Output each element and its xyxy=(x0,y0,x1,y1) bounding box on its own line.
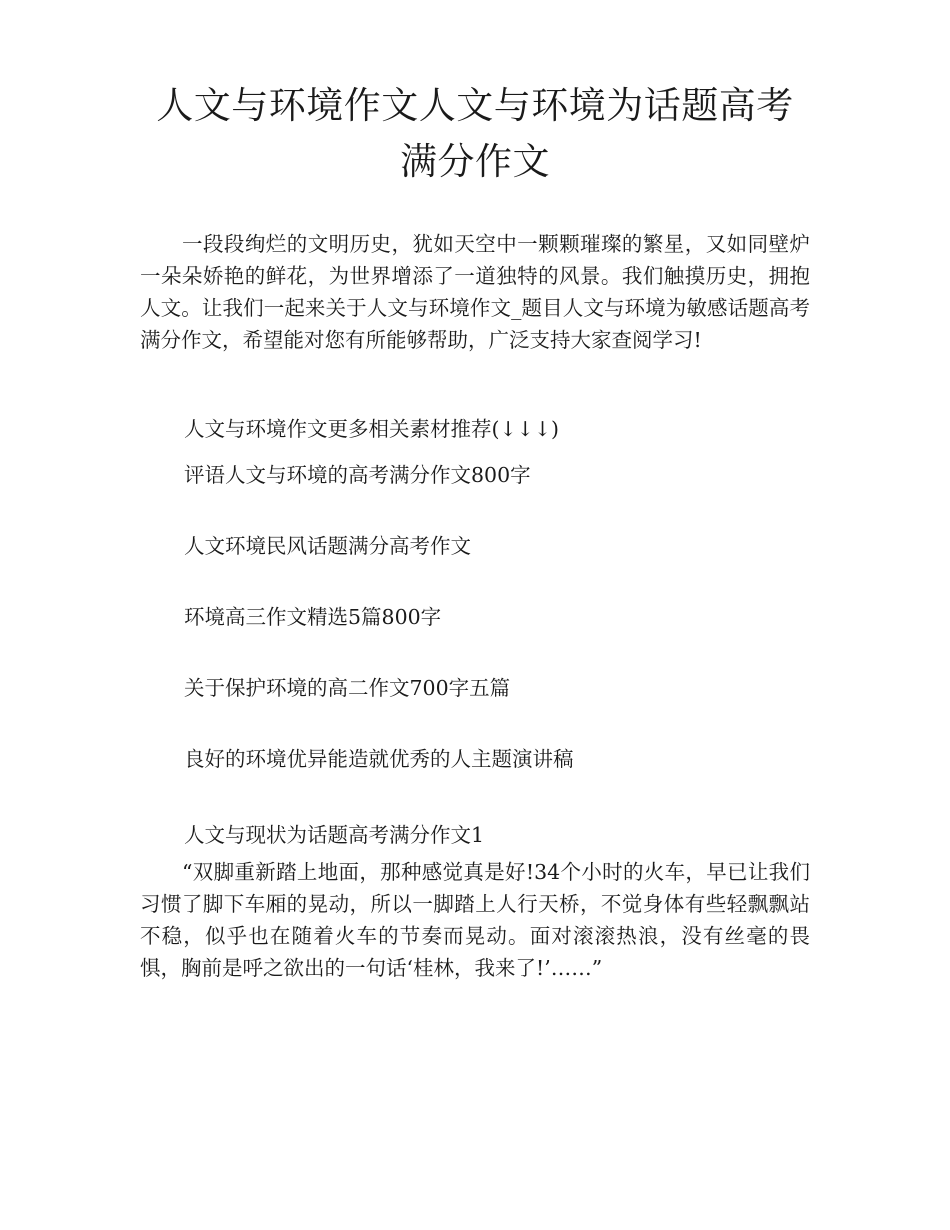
section-title: 人文与现状为话题高考满分作文1 xyxy=(184,823,485,847)
recommendation-heading: 人文与环境作文更多相关素材推荐(↓↓↓) xyxy=(184,417,560,441)
recommendation-list xyxy=(140,413,810,775)
recommendation-link[interactable]: 评语人文与环境的高考满分作文800字 xyxy=(184,463,531,487)
document-title: 人文与环境作文人文与环境为话题高考满分作文 xyxy=(156,84,794,183)
intro-paragraph: 一段段绚烂的文明历史，犹如天空中一颗颗璀璨的繁星，又如同壁炉一朵朵娇艳的鲜花，为世界增添了一道独特的风景。我们触摸历史，拥抱人文。让我们一起来关于人文与环境作文_题目人文与环境为敏感话题高考满分作文，希望能对您有所能够帮助，广泛支持大家查阅学习! xyxy=(140,232,810,352)
recommendation-link[interactable]: 关于保护环境的高二作文700字五篇 xyxy=(184,676,511,700)
section-paragraph: “双脚重新踏上地面，那种感觉真是好!34个小时的火车，早已让我们习惯了脚下车厢的晃动，所以一脚踏上人行天桥，不觉身体有些轻飘飘站不稳，似乎也在随着火车的节奏而晃动。面对滚滚热浪，没有丝毫的畏惧，胸前是呼之欲出的一句话‘桂林，我来了!’……” xyxy=(140,860,810,980)
recommendation-link[interactable]: 环境高三作文精选5篇800字 xyxy=(184,605,442,629)
recommendation-link[interactable]: 人文环境民风话题满分高考作文 xyxy=(184,534,471,558)
recommendation-link[interactable]: 良好的环境优异能造就优秀的人主题演讲稿 xyxy=(184,747,574,771)
